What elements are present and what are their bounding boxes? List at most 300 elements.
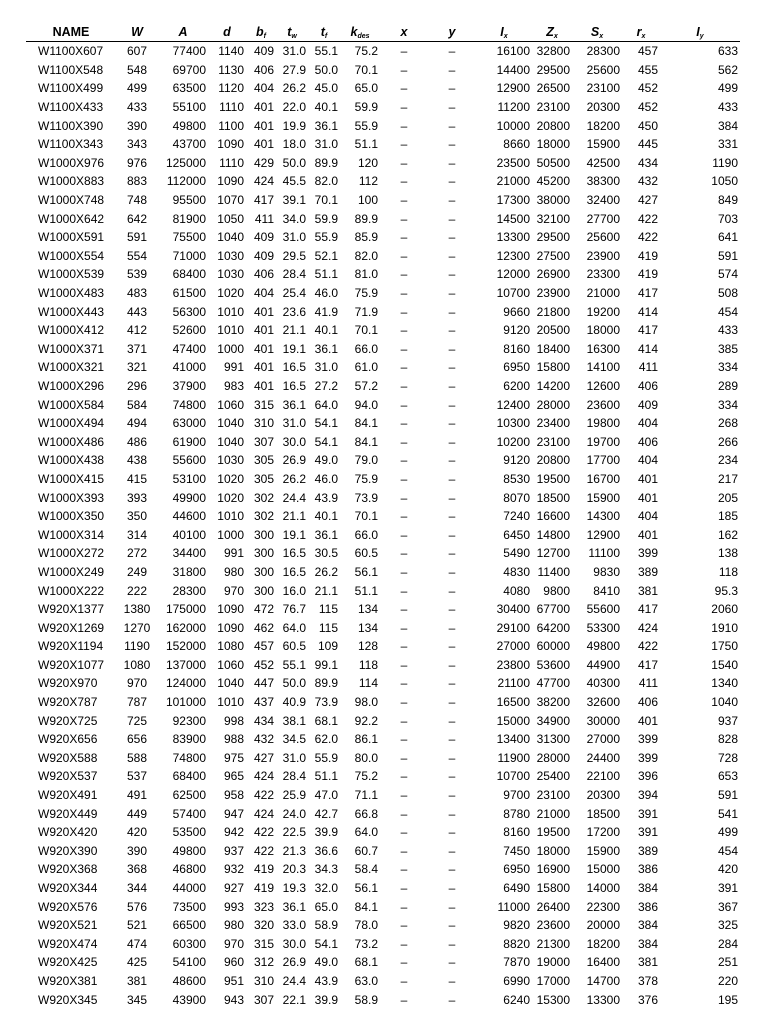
- cell-tw: 16.0: [282, 583, 306, 598]
- cell-tw: 21.1: [282, 323, 306, 338]
- cell-sx: 25600: [586, 62, 620, 77]
- cell-kdes: 60.5: [354, 546, 378, 561]
- cell-a: 73500: [172, 899, 206, 914]
- cell-d: 998: [223, 713, 244, 728]
- cell-rx: 399: [637, 732, 658, 747]
- cell-w: 588: [126, 750, 148, 765]
- cell-w: 350: [126, 509, 148, 524]
- column-header-symbol: A: [178, 25, 188, 40]
- cell-name: W1000X494: [38, 416, 105, 431]
- cell-iy: 653: [717, 769, 738, 784]
- table-row: [26, 191, 740, 210]
- cell-d: 1000: [217, 341, 244, 356]
- cell-ix: 6490: [503, 881, 530, 896]
- cell-name: W1000X314: [38, 527, 105, 542]
- cell-d: 1030: [217, 248, 244, 263]
- cell-w: 443: [126, 304, 148, 319]
- cell-w: 390: [126, 843, 148, 858]
- cell-bf: 401: [253, 360, 274, 375]
- cell-y: –: [448, 453, 456, 468]
- cell-iy: 1340: [711, 676, 738, 691]
- cell-tf: 99.1: [314, 657, 338, 672]
- cell-name: W920X521: [38, 918, 98, 933]
- cell-rx: 391: [637, 806, 658, 821]
- cell-rx: 417: [637, 286, 658, 301]
- cell-w: 321: [126, 360, 148, 375]
- cell-zx: 25400: [536, 769, 570, 784]
- cell-ix: 4830: [503, 564, 530, 579]
- cell-y: –: [448, 81, 456, 96]
- cell-sx: 55600: [586, 602, 620, 617]
- cell-rx: 406: [637, 695, 658, 710]
- cell-rx: 445: [637, 137, 658, 152]
- cell-sx: 15900: [586, 843, 620, 858]
- cell-iy: 268: [717, 416, 738, 431]
- cell-w: 1190: [124, 639, 150, 654]
- cell-kdes: 64.0: [354, 825, 378, 840]
- cell-ix: 23800: [496, 657, 530, 672]
- cell-y: –: [448, 657, 456, 672]
- cell-x: –: [400, 564, 408, 579]
- cell-y: –: [448, 174, 456, 189]
- cell-zx: 16600: [536, 509, 570, 524]
- cell-sx: 18200: [586, 118, 620, 133]
- cell-tf: 55.9: [314, 750, 338, 765]
- cell-name: W1000X554: [38, 248, 105, 263]
- table-row: [26, 488, 740, 507]
- cell-d: 965: [223, 769, 244, 784]
- cell-tf: 49.0: [314, 453, 338, 468]
- cell-d: 1000: [217, 527, 244, 542]
- cell-bf: 452: [253, 657, 274, 672]
- cell-y: –: [448, 286, 456, 301]
- cell-w: 344: [126, 881, 148, 896]
- cell-tw: 29.5: [282, 248, 306, 263]
- cell-kdes: 65.0: [354, 81, 378, 96]
- cell-rx: 404: [637, 453, 658, 468]
- cell-x: –: [400, 583, 408, 598]
- cell-iy: 334: [717, 397, 738, 412]
- cell-name: W1000X415: [38, 471, 105, 486]
- cell-iy: 1540: [711, 657, 738, 672]
- cell-tf: 36.6: [314, 843, 338, 858]
- cell-a: 162000: [165, 620, 206, 635]
- cell-a: 55600: [172, 453, 206, 468]
- cell-sx: 20000: [586, 918, 620, 933]
- cell-sx: 16300: [586, 341, 620, 356]
- cell-zx: 45200: [536, 174, 570, 189]
- cell-ix: 6450: [503, 527, 530, 542]
- cell-name: W920X537: [38, 769, 98, 784]
- cell-kdes: 70.1: [354, 62, 378, 77]
- cell-kdes: 114: [358, 676, 378, 691]
- column-header-symbol: k: [350, 24, 358, 39]
- cell-ix: 8660: [503, 137, 530, 152]
- cell-ix: 15000: [496, 713, 530, 728]
- cell-ix: 11000: [497, 899, 530, 914]
- cell-rx: 417: [637, 602, 658, 617]
- cell-tw: 19.1: [282, 527, 306, 542]
- cell-a: 43700: [172, 137, 206, 152]
- cell-kdes: 79.0: [354, 453, 378, 468]
- cell-w: 314: [126, 527, 148, 542]
- cell-rx: 399: [637, 750, 658, 765]
- cell-ix: 9820: [503, 918, 530, 933]
- cell-x: –: [400, 44, 408, 59]
- cell-x: –: [400, 546, 408, 561]
- cell-iy: 384: [717, 118, 738, 133]
- cell-x: –: [400, 843, 408, 858]
- cell-tw: 26.9: [282, 955, 306, 970]
- cell-sx: 32600: [586, 695, 620, 710]
- cell-tw: 22.1: [282, 992, 306, 1007]
- cell-y: –: [448, 750, 456, 765]
- cell-name: W920X1377: [38, 602, 105, 617]
- cell-tf: 46.0: [314, 471, 338, 486]
- cell-name: W920X725: [38, 713, 98, 728]
- cell-zx: 50500: [536, 155, 570, 170]
- table-row: [26, 600, 740, 619]
- cell-ix: 14500: [496, 211, 530, 226]
- cell-a: 44000: [172, 881, 206, 896]
- cell-w: 433: [126, 100, 148, 115]
- table-row: [26, 135, 740, 154]
- cell-rx: 414: [637, 341, 658, 356]
- table-row: [26, 693, 740, 712]
- cell-zx: 32800: [536, 44, 570, 59]
- cell-bf: 422: [253, 825, 274, 840]
- cell-kdes: 75.9: [354, 286, 378, 301]
- cell-a: 125000: [165, 155, 206, 170]
- cell-d: 1060: [217, 397, 244, 412]
- column-header-symbol: d: [223, 25, 231, 40]
- cell-y: –: [448, 695, 456, 710]
- cell-tf: 26.2: [314, 564, 338, 579]
- table-row: [26, 767, 740, 786]
- table-row: [26, 358, 740, 377]
- cell-iy: 95.3: [714, 583, 738, 598]
- cell-x: –: [400, 230, 408, 245]
- cell-zx: 16900: [536, 862, 570, 877]
- cell-tf: 49.0: [314, 955, 338, 970]
- cell-ix: 8160: [503, 825, 530, 840]
- cell-w: 584: [126, 397, 148, 412]
- cell-rx: 422: [637, 211, 658, 226]
- cell-kdes: 59.9: [354, 100, 378, 115]
- cell-zx: 23600: [536, 918, 570, 933]
- cell-x: –: [400, 992, 408, 1007]
- cell-tf: 73.9: [314, 695, 338, 710]
- cell-bf: 424: [253, 806, 274, 821]
- cell-kdes: 134: [357, 620, 378, 635]
- cell-tw: 40.9: [282, 695, 306, 710]
- cell-a: 47400: [172, 341, 206, 356]
- cell-tw: 25.9: [282, 788, 306, 803]
- cell-kdes: 100: [357, 193, 378, 208]
- cell-tf: 45.0: [314, 81, 338, 96]
- cell-d: 980: [223, 918, 244, 933]
- cell-iy: 1910: [711, 620, 738, 635]
- cell-x: –: [400, 918, 408, 933]
- cell-kdes: 66.0: [354, 341, 378, 356]
- cell-sx: 53300: [586, 620, 620, 635]
- cell-tf: 59.9: [314, 211, 338, 226]
- cell-ix: 6950: [503, 360, 530, 375]
- cell-a: 28300: [172, 583, 206, 598]
- column-header-sx: [572, 24, 622, 42]
- cell-kdes: 73.9: [354, 490, 378, 505]
- cell-y: –: [448, 248, 456, 263]
- cell-bf: 310: [253, 416, 274, 431]
- cell-bf: 401: [253, 378, 274, 393]
- cell-sx: 32400: [586, 193, 620, 208]
- table-row: [26, 730, 740, 749]
- column-header-symbol: I: [500, 24, 504, 39]
- cell-name: W1000X486: [38, 434, 105, 449]
- cell-d: 1070: [217, 193, 244, 208]
- cell-d: 983: [223, 378, 244, 393]
- column-header-y: [428, 24, 476, 42]
- cell-x: –: [400, 248, 408, 263]
- cell-bf: 429: [253, 155, 274, 170]
- cell-ix: 13300: [496, 230, 530, 245]
- cell-x: –: [400, 881, 408, 896]
- column-header-symbol: NAME: [52, 25, 90, 40]
- cell-kdes: 71.1: [354, 788, 378, 803]
- cell-kdes: 75.2: [354, 44, 378, 59]
- cell-ix: 8070: [503, 490, 530, 505]
- cell-tf: 31.0: [314, 137, 338, 152]
- cell-tw: 16.5: [282, 378, 306, 393]
- cell-name: W920X970: [38, 676, 98, 691]
- cell-rx: 417: [637, 323, 658, 338]
- cell-name: W920X1077: [38, 657, 105, 672]
- cell-name: W920X491: [38, 788, 98, 803]
- cell-zx: 9800: [543, 583, 570, 598]
- cell-d: 1030: [217, 267, 244, 282]
- cell-ix: 9120: [503, 453, 530, 468]
- cell-a: 46800: [172, 862, 206, 877]
- column-header-symbol: b: [256, 24, 264, 39]
- cell-rx: 424: [637, 620, 658, 635]
- cell-x: –: [400, 509, 408, 524]
- cell-tf: 43.9: [314, 490, 338, 505]
- cell-y: –: [448, 397, 456, 412]
- cell-y: –: [448, 211, 456, 226]
- cell-iy: 325: [717, 918, 738, 933]
- cell-iy: 591: [717, 248, 738, 263]
- cell-tf: 89.9: [314, 676, 338, 691]
- cell-kdes: 56.1: [354, 881, 378, 896]
- cell-rx: 422: [637, 230, 658, 245]
- cell-kdes: 58.4: [354, 862, 378, 877]
- cell-zx: 18400: [536, 341, 570, 356]
- cell-tw: 39.1: [282, 193, 306, 208]
- cell-a: 55100: [172, 100, 206, 115]
- cell-d: 1090: [217, 602, 244, 617]
- cell-ix: 11200: [497, 100, 530, 115]
- cell-y: –: [448, 881, 456, 896]
- cell-x: –: [400, 323, 408, 338]
- cell-zx: 17000: [536, 973, 570, 988]
- cell-zx: 64200: [536, 620, 570, 635]
- cell-sx: 9830: [593, 564, 620, 579]
- cell-tf: 31.0: [314, 360, 338, 375]
- cell-bf: 401: [253, 341, 274, 356]
- cell-sx: 15900: [586, 137, 620, 152]
- cell-d: 1090: [217, 174, 244, 189]
- cell-y: –: [448, 118, 456, 133]
- cell-w: 548: [126, 62, 148, 77]
- cell-iy: 195: [717, 992, 738, 1007]
- cell-sx: 30000: [586, 713, 620, 728]
- cell-name: W920X381: [38, 973, 98, 988]
- cell-zx: 38000: [536, 193, 570, 208]
- cell-a: 37900: [172, 378, 206, 393]
- cell-sx: 18000: [586, 323, 620, 338]
- cell-x: –: [400, 676, 408, 691]
- cell-w: 412: [126, 323, 148, 338]
- cell-zx: 67700: [536, 602, 570, 617]
- cell-bf: 424: [253, 174, 274, 189]
- cell-bf: 307: [253, 434, 274, 449]
- cell-sx: 18200: [586, 936, 620, 951]
- column-header-x: [380, 24, 428, 42]
- cell-w: 642: [126, 211, 148, 226]
- cell-d: 1010: [217, 695, 244, 710]
- cell-w: 1380: [123, 602, 151, 617]
- cell-w: 296: [126, 378, 148, 393]
- cell-kdes: 51.1: [354, 583, 378, 598]
- cell-tf: 115: [318, 620, 338, 635]
- cell-iy: 633: [717, 44, 738, 59]
- cell-d: 1130: [218, 62, 244, 77]
- cell-tw: 33.0: [282, 918, 306, 933]
- cell-kdes: 84.1: [354, 416, 378, 431]
- cell-ix: 7450: [503, 843, 530, 858]
- cell-zx: 20800: [536, 118, 570, 133]
- cell-rx: 404: [637, 509, 658, 524]
- cell-rx: 419: [637, 267, 658, 282]
- cell-rx: 409: [637, 397, 658, 412]
- cell-rx: 411: [638, 360, 658, 375]
- cell-sx: 19800: [586, 416, 620, 431]
- cell-name: W920X345: [38, 992, 98, 1007]
- cell-sx: 23600: [586, 397, 620, 412]
- table-row: [26, 247, 740, 266]
- cell-rx: 450: [637, 118, 658, 133]
- cell-zx: 19500: [536, 825, 570, 840]
- cell-tf: 32.0: [314, 881, 338, 896]
- cell-x: –: [400, 639, 408, 654]
- cell-sx: 15900: [586, 490, 620, 505]
- cell-w: 483: [126, 286, 148, 301]
- cell-a: 71000: [172, 248, 206, 263]
- cell-kdes: 118: [358, 657, 378, 672]
- cell-sx: 19700: [586, 434, 620, 449]
- table-row: [26, 98, 740, 117]
- cell-d: 1110: [219, 100, 244, 115]
- table-header-row: [26, 24, 740, 42]
- cell-y: –: [448, 639, 456, 654]
- cell-ix: 4080: [503, 583, 530, 598]
- cell-x: –: [400, 434, 408, 449]
- cell-sx: 12900: [586, 527, 620, 542]
- cell-rx: 386: [637, 862, 658, 877]
- cell-ix: 12000: [496, 267, 530, 282]
- cell-bf: 300: [253, 564, 274, 579]
- cell-x: –: [400, 155, 408, 170]
- cell-y: –: [448, 490, 456, 505]
- cell-kdes: 92.2: [354, 713, 378, 728]
- cell-name: W1000X748: [38, 193, 105, 208]
- table-row: [26, 228, 740, 247]
- cell-tw: 36.1: [282, 899, 306, 914]
- cell-tw: 60.5: [282, 639, 306, 654]
- cell-y: –: [448, 676, 456, 691]
- cell-y: –: [448, 341, 456, 356]
- cell-x: –: [400, 416, 408, 431]
- cell-iy: 220: [717, 973, 738, 988]
- cell-iy: 420: [717, 862, 738, 877]
- cell-y: –: [448, 44, 456, 59]
- cell-ix: 14400: [496, 62, 530, 77]
- cell-iy: 385: [717, 341, 738, 356]
- cell-sx: 8410: [593, 583, 620, 598]
- cell-rx: 434: [637, 155, 658, 170]
- cell-a: 74800: [172, 397, 206, 412]
- cell-sx: 40300: [586, 676, 620, 691]
- cell-ix: 21000: [496, 174, 530, 189]
- cell-iy: 562: [717, 62, 738, 77]
- cell-kdes: 75.2: [354, 769, 378, 784]
- cell-y: –: [448, 378, 456, 393]
- cell-bf: 411: [254, 211, 274, 226]
- cell-ix: 16500: [496, 695, 530, 710]
- cell-a: 49800: [172, 118, 206, 133]
- cell-a: 77400: [172, 44, 206, 59]
- cell-tw: 19.3: [282, 881, 306, 896]
- cell-ix: 7240: [503, 509, 530, 524]
- cell-w: 272: [126, 546, 148, 561]
- cell-tw: 30.0: [282, 434, 306, 449]
- cell-w: 499: [126, 81, 148, 96]
- cell-rx: 376: [637, 992, 658, 1007]
- cell-zx: 28000: [536, 397, 570, 412]
- cell-a: 81900: [172, 211, 206, 226]
- cell-y: –: [448, 323, 456, 338]
- table-row: [26, 860, 740, 879]
- cell-w: 976: [126, 155, 148, 170]
- cell-y: –: [448, 471, 456, 486]
- cell-bf: 300: [253, 546, 274, 561]
- cell-zx: 11400: [537, 564, 570, 579]
- cell-y: –: [448, 583, 456, 598]
- cell-ix: 21100: [497, 676, 530, 691]
- cell-rx: 414: [637, 304, 658, 319]
- column-header-a: [158, 24, 208, 42]
- cell-iy: 499: [717, 81, 738, 96]
- cell-zx: 18000: [536, 843, 570, 858]
- cell-kdes: 128: [357, 639, 378, 654]
- cell-zx: 15800: [536, 881, 570, 896]
- cell-bf: 302: [253, 490, 274, 505]
- column-header-subscript: f: [263, 32, 266, 40]
- cell-x: –: [400, 732, 408, 747]
- cell-y: –: [448, 155, 456, 170]
- table-row: [26, 637, 740, 656]
- cell-tf: 36.1: [314, 527, 338, 542]
